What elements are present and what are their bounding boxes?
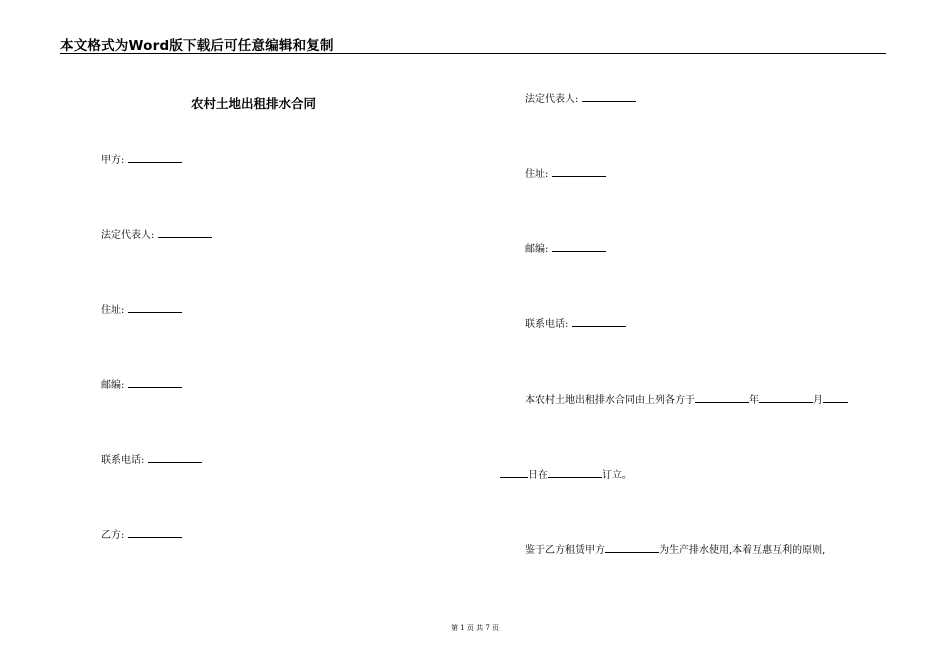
paragraph-signing-line2 xyxy=(500,467,632,483)
field-label: 住址: xyxy=(101,305,125,316)
field-party-b xyxy=(101,529,182,543)
field-label: 乙方: xyxy=(101,530,125,541)
field-label: 邮编: xyxy=(101,380,125,391)
paragraph-whereas xyxy=(525,542,825,558)
paragraph-text: 为生产排水使用,本着互惠互利的原则, xyxy=(659,545,826,556)
fill-blank xyxy=(572,325,626,327)
field-phone-a xyxy=(101,454,202,468)
fill-blank xyxy=(548,467,602,478)
field-legal-representative-b xyxy=(525,93,636,107)
fill-blank xyxy=(500,467,528,478)
field-label: 法定代表人: xyxy=(525,94,579,105)
header-text: 本文格式为Word版下载后可任意编辑和复制 xyxy=(60,38,334,54)
fill-blank xyxy=(582,100,636,102)
fill-blank xyxy=(552,175,606,177)
field-address-b xyxy=(525,168,606,182)
field-label: 法定代表人: xyxy=(101,230,155,241)
field-label: 住址: xyxy=(525,169,549,180)
fill-blank xyxy=(605,542,659,553)
page-header xyxy=(60,33,886,54)
field-label: 联系电话: xyxy=(525,319,569,330)
fill-blank xyxy=(759,392,813,403)
document-title: 农村土地出租排水合同 xyxy=(191,96,317,111)
fill-blank xyxy=(128,536,182,538)
paragraph-text: 鉴于乙方租赁甲方 xyxy=(525,545,605,556)
field-legal-representative-a xyxy=(101,229,212,243)
page-number: 第 1 页 共 7 页 xyxy=(450,624,500,632)
paragraph-text: 月 xyxy=(813,395,823,406)
paragraph-text: 年 xyxy=(749,395,759,406)
paragraph-text: 订立。 xyxy=(602,470,632,481)
field-address-a xyxy=(101,304,182,318)
field-party-a xyxy=(101,154,182,168)
fill-blank xyxy=(695,392,749,403)
fill-blank xyxy=(552,250,606,252)
field-label: 甲方: xyxy=(101,155,125,166)
paragraph-text: 本农村土地出租排水合同由上列各方于 xyxy=(525,395,695,406)
field-postcode-a xyxy=(101,379,182,393)
field-label: 联系电话: xyxy=(101,455,145,466)
fill-blank xyxy=(128,386,182,388)
fill-blank xyxy=(128,161,182,163)
fill-blank xyxy=(158,236,212,238)
paragraph-text: 日在 xyxy=(528,470,548,481)
field-phone-b xyxy=(525,318,626,332)
field-label: 邮编: xyxy=(525,244,549,255)
fill-blank xyxy=(128,311,182,313)
field-postcode-b xyxy=(525,243,606,257)
fill-blank xyxy=(823,392,848,403)
paragraph-signing-line1 xyxy=(525,392,848,408)
fill-blank xyxy=(148,461,202,463)
